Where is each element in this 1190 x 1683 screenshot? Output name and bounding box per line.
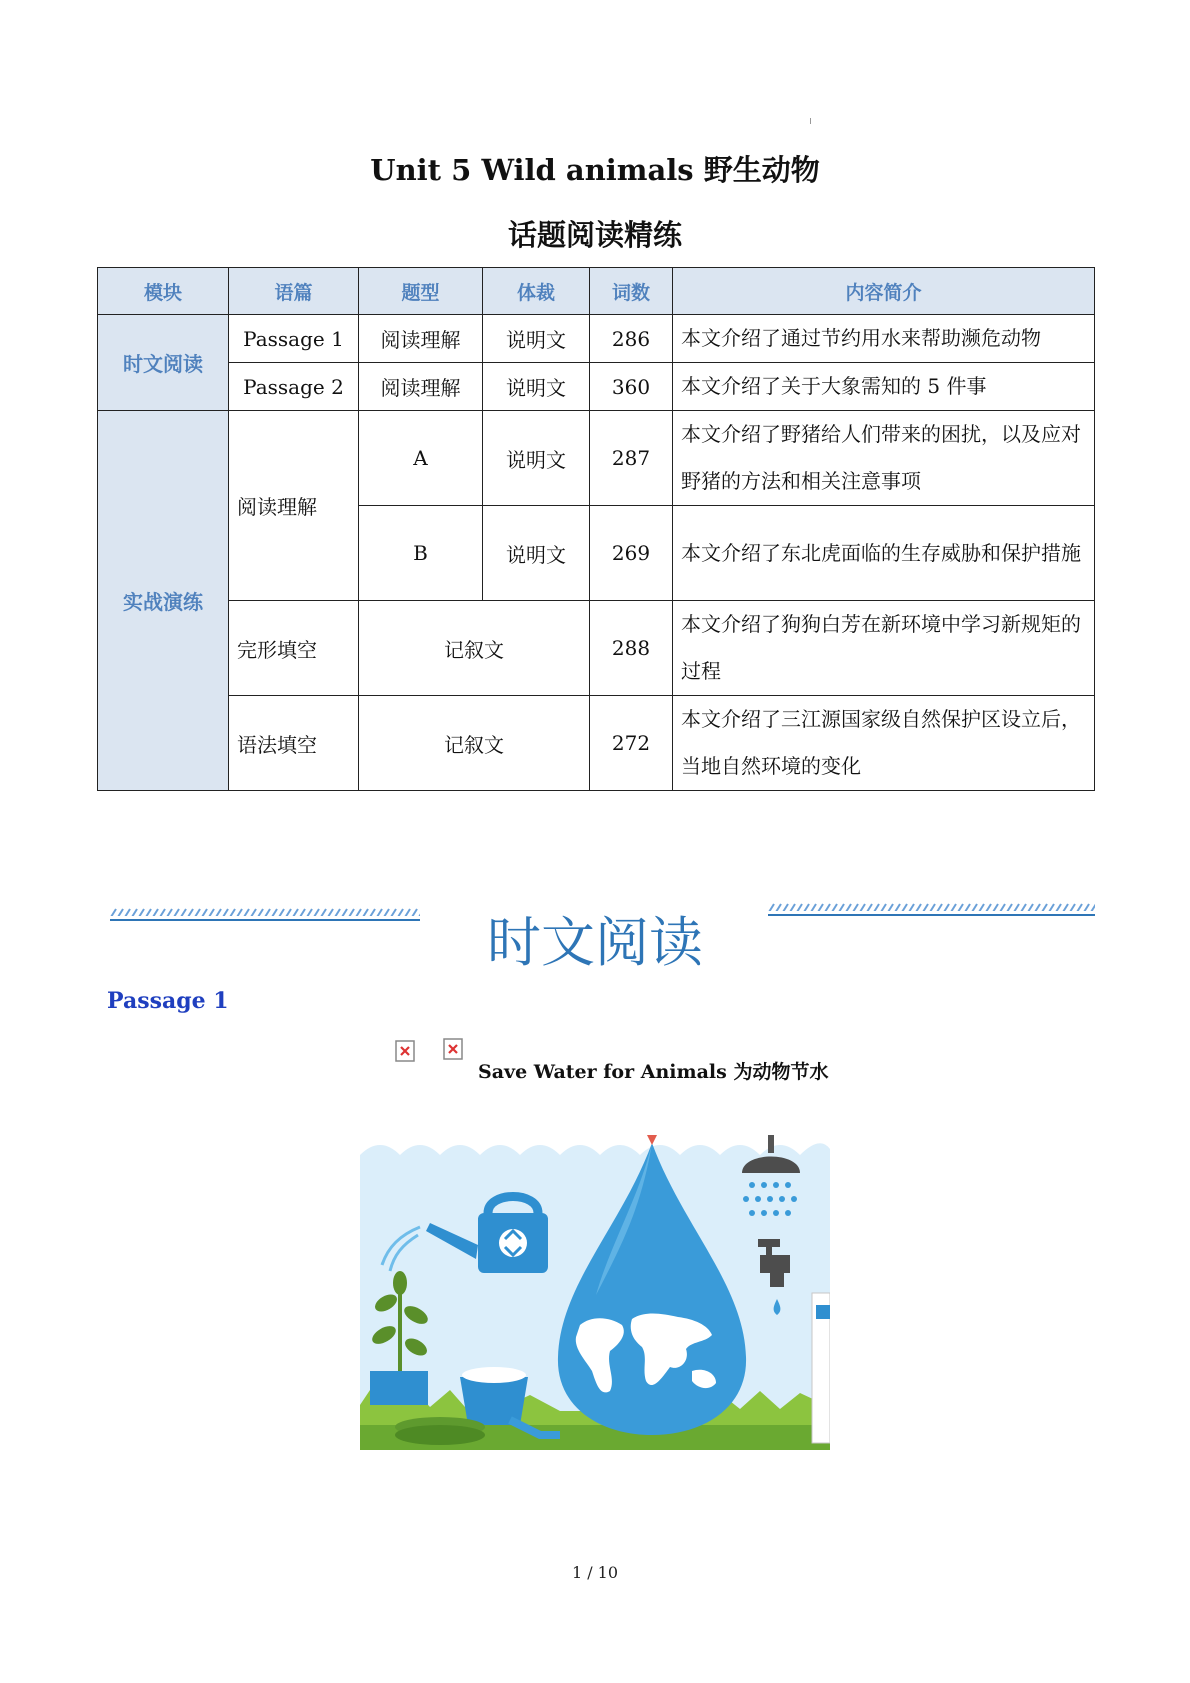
header-genre: 体裁 xyxy=(483,268,590,315)
type-cell: A xyxy=(359,411,483,506)
table-row xyxy=(98,315,1095,363)
summary-cell: 本文介绍了野猪给人们带来的困扰，以及应对野猪的方法和相关注意事项 xyxy=(673,411,1095,506)
summary-cell: 本文介绍了狗狗白芳在新环境中学习新规矩的过程 xyxy=(673,601,1095,696)
table-row xyxy=(98,363,1095,411)
summary-cell: 本文介绍了关于大象需知的 5 件事 xyxy=(673,363,1095,411)
passage-label: Passage 1 xyxy=(107,988,229,1014)
table-row xyxy=(98,411,1095,506)
genre-cell: 说明文 xyxy=(483,315,590,363)
table-row xyxy=(98,696,1095,791)
table-header-row xyxy=(98,268,1095,315)
header-module: 模块 xyxy=(98,268,229,315)
page-subtitle: 话题阅读精练 xyxy=(507,218,682,252)
article-title: Save Water for Animals 为动物节水 xyxy=(478,1061,829,1083)
text-cell: 阅读理解 xyxy=(229,411,359,601)
margin-tick xyxy=(810,118,811,124)
text-cell: Passage 2 xyxy=(229,363,359,411)
text-cell: Passage 1 xyxy=(229,315,359,363)
words-cell: 360 xyxy=(590,363,673,411)
genre-cell: 说明文 xyxy=(483,506,590,601)
text-cell: 语法填空 xyxy=(229,696,359,791)
genre-cell: 记叙文 xyxy=(359,696,590,791)
header-words: 词数 xyxy=(590,268,673,315)
broken-image-icon xyxy=(395,1040,415,1062)
table-row xyxy=(98,601,1095,696)
water-drop-earth-illustration xyxy=(360,1135,830,1450)
header-summary: 内容简介 xyxy=(673,268,1095,315)
overview-table xyxy=(97,267,1095,791)
page-number: 1 / 10 xyxy=(571,1563,619,1582)
section-title: 时文阅读 xyxy=(487,911,703,974)
summary-cell: 本文介绍了三江源国家级自然保护区设立后，当地自然环境的变化 xyxy=(673,696,1095,791)
type-cell: B xyxy=(359,506,483,601)
words-cell: 288 xyxy=(590,601,673,696)
words-cell: 272 xyxy=(590,696,673,791)
summary-cell: 本文介绍了通过节约用水来帮助濒危动物 xyxy=(673,315,1095,363)
module-cell: 时文阅读 xyxy=(98,315,229,411)
type-cell: 阅读理解 xyxy=(359,315,483,363)
summary-cell: 本文介绍了东北虎面临的生存威胁和保护措施 xyxy=(673,506,1095,601)
header-type: 题型 xyxy=(359,268,483,315)
words-cell: 269 xyxy=(590,506,673,601)
words-cell: 287 xyxy=(590,411,673,506)
genre-cell: 说明文 xyxy=(483,411,590,506)
header-text: 语篇 xyxy=(229,268,359,315)
page-title: Unit 5 Wild animals 野生动物 xyxy=(370,153,820,187)
type-cell: 阅读理解 xyxy=(359,363,483,411)
broken-image-icon xyxy=(443,1038,463,1060)
words-cell: 286 xyxy=(590,315,673,363)
genre-cell: 说明文 xyxy=(483,363,590,411)
module-cell: 实战演练 xyxy=(98,411,229,791)
genre-cell: 记叙文 xyxy=(359,601,590,696)
text-cell: 完形填空 xyxy=(229,601,359,696)
